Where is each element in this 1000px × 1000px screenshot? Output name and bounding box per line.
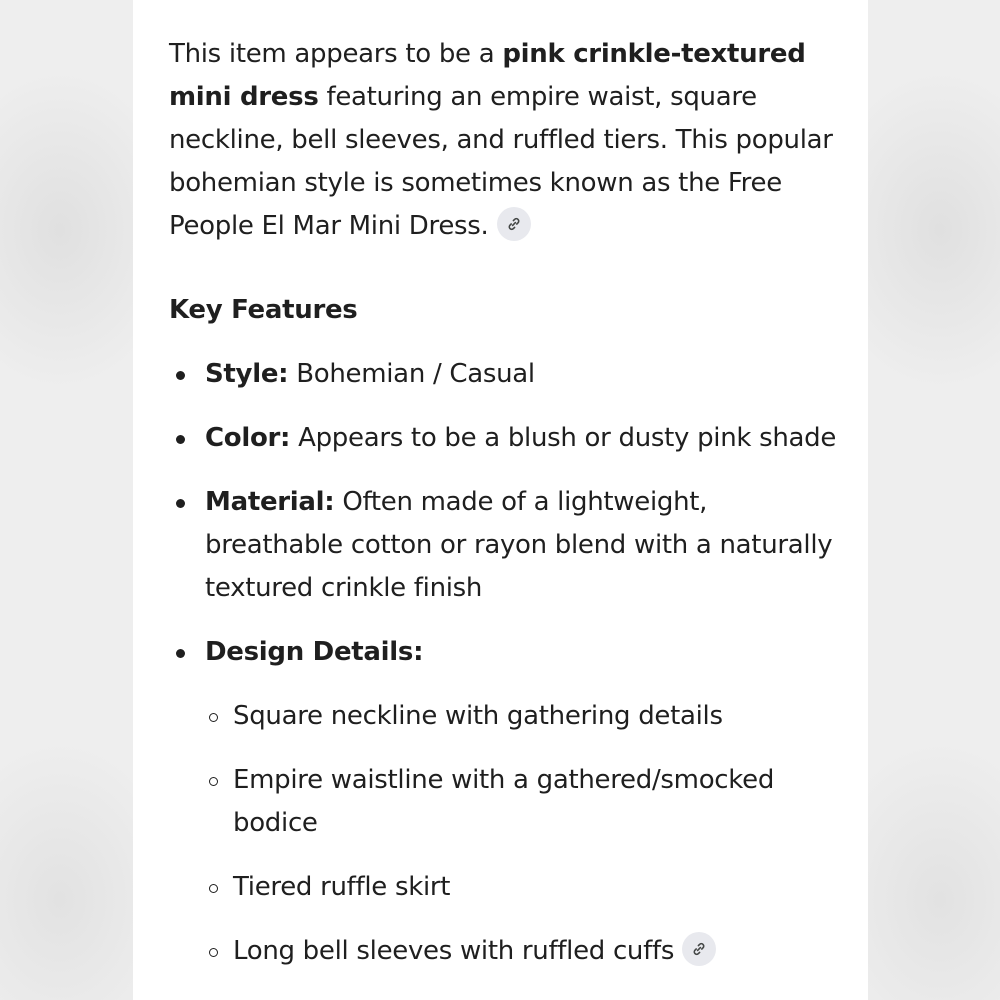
feature-label: Style: bbox=[205, 359, 289, 389]
key-features-list bbox=[169, 353, 849, 973]
design-detail-item: Square neckline with gathering details bbox=[205, 695, 849, 738]
feature-item-style bbox=[169, 353, 849, 396]
key-features-heading: Key Features bbox=[169, 295, 358, 325]
response-panel bbox=[133, 0, 868, 1000]
feature-item-color bbox=[169, 417, 849, 460]
link-icon bbox=[506, 216, 522, 232]
feature-text: Often made of a lightweight, breathable cotton or rayon blend with a naturally textured crinkle finish bbox=[205, 487, 833, 603]
feature-item-material bbox=[169, 481, 849, 610]
design-detail-item: Tiered ruffle skirt bbox=[205, 866, 849, 909]
link-icon bbox=[691, 941, 707, 957]
design-detail-item: Empire waistline with a gathered/smocked bodice bbox=[205, 759, 849, 845]
feature-label: Color: bbox=[205, 423, 291, 453]
intro-paragraph bbox=[169, 33, 849, 248]
response-content bbox=[169, 33, 849, 994]
source-link-chip[interactable] bbox=[682, 932, 716, 966]
feature-text: Appears to be a blush or dusty pink shade bbox=[290, 423, 837, 453]
feature-item-design-details bbox=[169, 631, 849, 973]
feature-label: Material: bbox=[205, 487, 335, 517]
feature-label: Design Details: bbox=[205, 637, 424, 667]
design-details-list bbox=[205, 695, 849, 973]
intro-text-pre: This item appears to be a bbox=[169, 39, 503, 69]
intro-text-bold: pink crinkle-textured mini dress bbox=[169, 39, 806, 112]
design-detail-item bbox=[205, 930, 849, 973]
intro-text-post: featuring an empire waist, square neckline, bell sleeves, and ruffled tiers. This popular bohemian style is sometimes known as the Free People El Mar Mini Dress. bbox=[169, 82, 833, 241]
source-link-chip[interactable] bbox=[497, 207, 531, 241]
design-detail-text: Long bell sleeves with ruffled cuffs bbox=[233, 936, 675, 966]
feature-text: Bohemian / Casual bbox=[288, 359, 535, 389]
